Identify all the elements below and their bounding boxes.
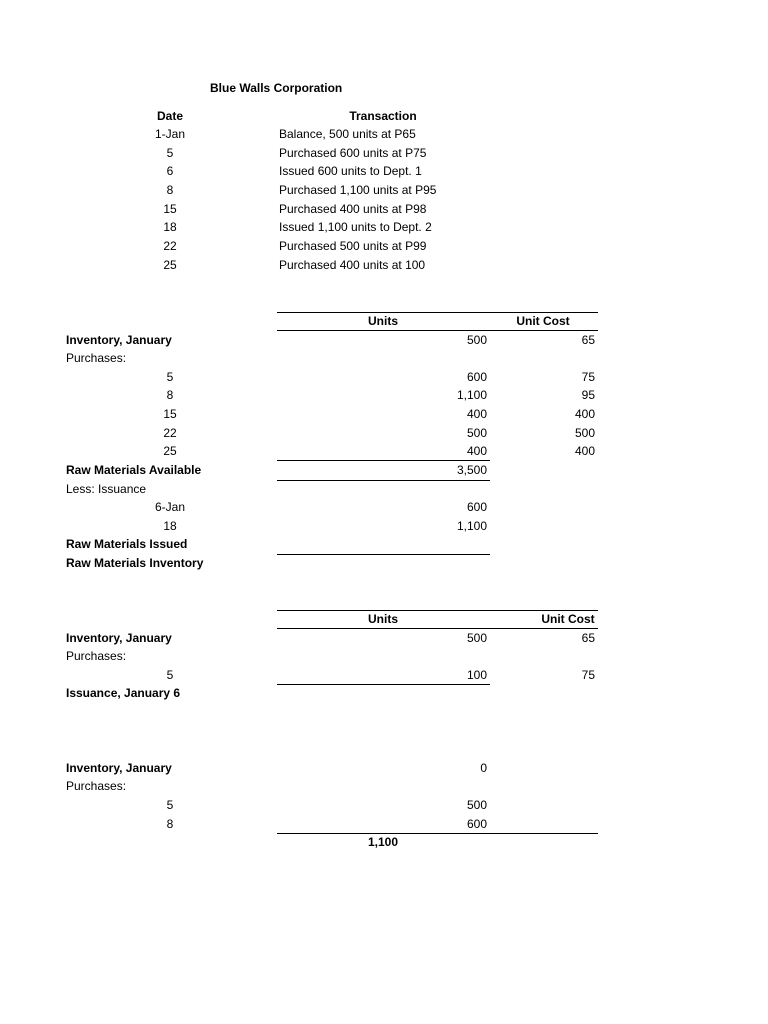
transaction-text: Purchased 600 units at P75 xyxy=(279,146,427,160)
section1-issuance-units: 1,100 xyxy=(456,519,487,533)
section2-inventory-cost: 65 xyxy=(581,631,595,645)
section1-purchase-cost: 500 xyxy=(574,426,595,440)
section1-inventory-units: 500 xyxy=(466,333,487,347)
transaction-header: Transaction xyxy=(349,109,417,123)
section2-purchases-label: Purchases: xyxy=(66,649,127,663)
section2-units-header: Units xyxy=(368,612,398,626)
transaction-date: 8 xyxy=(166,183,174,197)
section1-purchase-units: 400 xyxy=(466,407,487,421)
section1-issuance-units: 600 xyxy=(466,500,487,514)
section1-purchase-units: 500 xyxy=(466,426,487,440)
section1-purchase-cost: 400 xyxy=(574,444,595,458)
section1-units-header: Units xyxy=(368,314,398,328)
section1-purchase-date: 15 xyxy=(163,407,177,421)
transaction-date: 6 xyxy=(166,164,174,178)
transaction-date: 18 xyxy=(163,220,177,234)
section1-issued-label: Raw Materials Issued xyxy=(66,537,188,551)
section3-purchase-date: 5 xyxy=(166,798,174,812)
section1-purchase-units: 600 xyxy=(466,370,487,384)
section1-purchase-date: 5 xyxy=(166,370,174,384)
section2-top-rule xyxy=(277,610,598,611)
section3-purchase-units: 500 xyxy=(466,798,487,812)
transaction-date: 22 xyxy=(163,239,177,253)
transaction-date: 1-Jan xyxy=(154,127,186,141)
section2-header-rule xyxy=(277,628,598,629)
section1-issuance-date: 18 xyxy=(163,519,177,533)
section1-purchase-date: 8 xyxy=(166,388,174,402)
section2-purchase-units: 100 xyxy=(466,668,487,682)
transaction-date: 5 xyxy=(166,146,174,160)
section1-purchase-cost: 75 xyxy=(581,370,595,384)
section1-issuance-date: 6-Jan xyxy=(154,500,186,514)
section1-purchase-date: 25 xyxy=(163,444,177,458)
section1-available-rule xyxy=(277,480,490,481)
section1-unit-cost-header: Unit Cost xyxy=(516,314,570,328)
section1-purchase-units: 400 xyxy=(466,444,487,458)
transaction-date: 25 xyxy=(163,258,177,272)
section3-inventory-label: Inventory, January xyxy=(66,761,172,775)
section1-purchase-cost: 400 xyxy=(574,407,595,421)
section3-inventory-units: 0 xyxy=(480,761,487,775)
section3-total: 1,100 xyxy=(367,835,399,849)
transaction-text: Issued 1,100 units to Dept. 2 xyxy=(279,220,432,234)
section1-purchase-date: 22 xyxy=(163,426,177,440)
section2-inventory-label: Inventory, January xyxy=(66,631,172,645)
section1-purchase-cost: 95 xyxy=(581,388,595,402)
date-header: Date xyxy=(156,109,184,123)
section1-available-units: 3,500 xyxy=(456,463,487,477)
section1-purchases-label: Purchases: xyxy=(66,351,127,365)
section3-purchases-label: Purchases: xyxy=(66,779,127,793)
section2-subtotal-rule xyxy=(277,684,490,685)
section1-top-rule xyxy=(277,312,598,313)
transaction-text: Purchased 500 units at P99 xyxy=(279,239,427,253)
section1-purchase-units: 1,100 xyxy=(456,388,487,402)
page-title: Blue Walls Corporation xyxy=(210,81,343,95)
section2-inventory-units: 500 xyxy=(466,631,487,645)
section2-unit-cost-header: Unit Cost xyxy=(541,612,595,626)
section1-inventory-label: Inventory, January xyxy=(66,333,172,347)
section1-header-rule xyxy=(277,330,598,331)
transaction-text: Balance, 500 units at P65 xyxy=(279,127,416,141)
section2-issuance-label: Issuance, January 6 xyxy=(66,686,181,700)
transaction-text: Purchased 1,100 units at P95 xyxy=(279,183,437,197)
section3-purchase-units: 600 xyxy=(466,817,487,831)
section2-purchase-cost: 75 xyxy=(581,668,595,682)
section1-less-label: Less: Issuance xyxy=(66,482,147,496)
transaction-text: Purchased 400 units at 100 xyxy=(279,258,426,272)
section1-inventory-end-label: Raw Materials Inventory xyxy=(66,556,204,570)
transaction-text: Purchased 400 units at P98 xyxy=(279,202,427,216)
transaction-text: Issued 600 units to Dept. 1 xyxy=(279,164,422,178)
transaction-date: 15 xyxy=(163,202,177,216)
section2-purchase-date: 5 xyxy=(166,668,174,682)
section3-purchase-date: 8 xyxy=(166,817,174,831)
section1-subtotal-rule xyxy=(277,460,490,461)
section3-total-rule xyxy=(277,833,598,834)
section1-issued-rule xyxy=(277,554,490,555)
section1-available-label: Raw Materials Available xyxy=(66,463,202,477)
section1-inventory-cost: 65 xyxy=(581,333,595,347)
